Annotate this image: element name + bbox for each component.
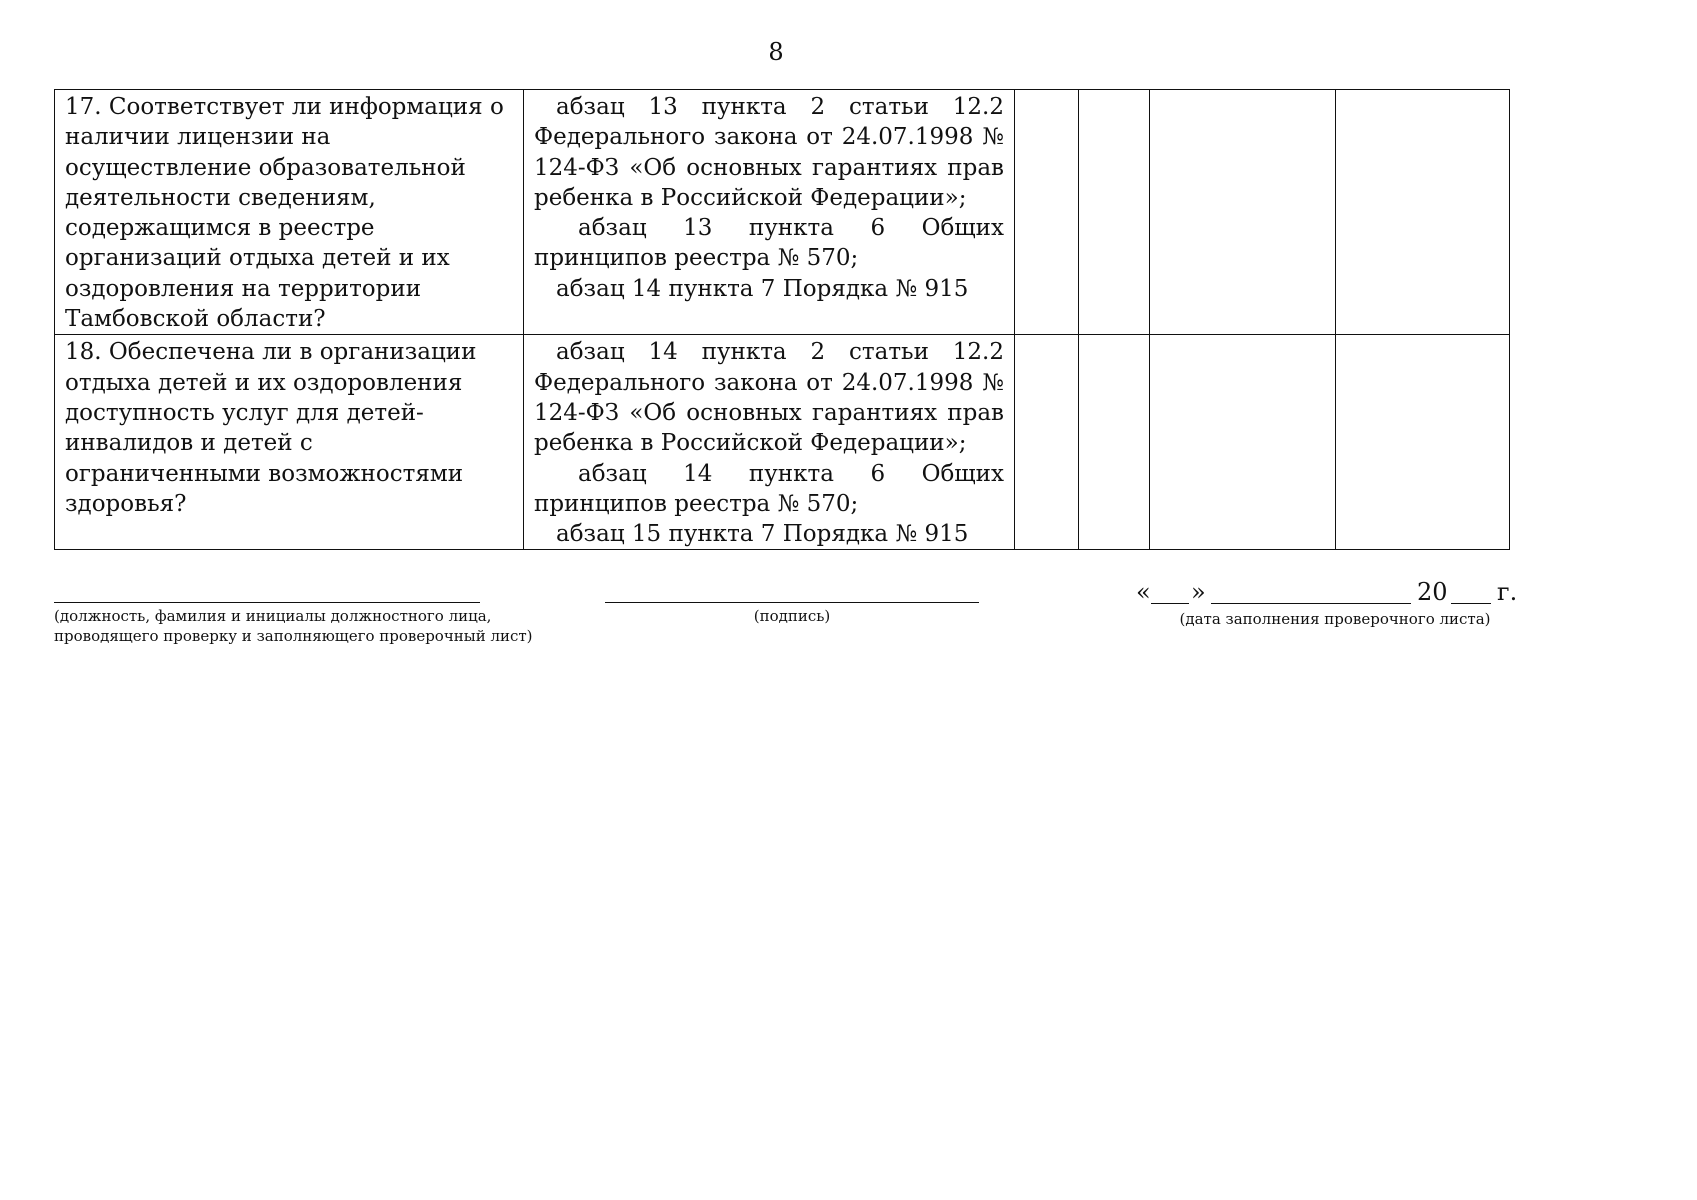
table-row (55, 90, 1510, 335)
date-year-suffix: г. (1497, 578, 1518, 606)
reference-paragraph: абзац 13 пункта 6 Общих принципов реестра № 570; (534, 215, 1004, 272)
date-open-quote: « (1136, 578, 1151, 606)
official-caption-line: проводящего проверку и заполняющего проверочный лист) (54, 627, 533, 645)
question-cell: 18. Обеспечена ли в организации отдыха детей и их оздоровления доступность услуг для детей-инвалидов и детей с ограниченными возможностями здоровья? (55, 335, 524, 550)
checklist-table (54, 89, 1510, 550)
official-name-line[interactable] (54, 602, 480, 603)
answer-yes-cell[interactable] (1015, 335, 1079, 550)
signature-caption: (подпись) (753, 607, 831, 625)
not-applicable-cell[interactable] (1150, 335, 1336, 550)
answer-no-cell[interactable] (1079, 335, 1150, 550)
note-cell[interactable] (1336, 90, 1510, 335)
answer-no-cell[interactable] (1079, 90, 1150, 335)
official-caption-line: (должность, фамилия и инициалы должностного лица, (54, 607, 492, 625)
reference-paragraph: абзац 14 пункта 2 статьи 12.2 Федерального закона от 24.07.1998 № 124-ФЗ «Об основных гарантиях прав ребенка в Российской Федерации»; (534, 339, 1004, 457)
date-caption: (дата заполнения проверочного листа) (1179, 610, 1491, 628)
official-caption (54, 606, 574, 646)
answer-yes-cell[interactable] (1015, 90, 1079, 335)
reference-paragraph: абзац 13 пункта 2 статьи 12.2 Федерального закона от 24.07.1998 № 124-ФЗ «Об основных гарантиях прав ребенка в Российской Федерации»; (534, 94, 1004, 211)
legal-reference-cell (524, 90, 1015, 335)
page-number: 8 (768, 38, 784, 66)
question-cell: 17. Соответствует ли информация о наличии лицензии на осуществление образовательной деятельности сведениям, содержащимся в реестре организаций отдыха детей и их оздоровления на территории Тамбовской области? (55, 90, 524, 335)
note-cell[interactable] (1336, 335, 1510, 550)
date-close-quote: » (1191, 578, 1206, 606)
date-month-line[interactable] (1211, 603, 1411, 604)
signature-line[interactable] (605, 602, 979, 603)
legal-reference-cell (524, 335, 1015, 550)
reference-paragraph: абзац 14 пункта 6 Общих принципов реестра № 570; (534, 460, 1004, 517)
date-year-line[interactable] (1451, 603, 1491, 604)
date-year-prefix: 20 (1417, 578, 1448, 606)
table-row (55, 335, 1510, 550)
not-applicable-cell[interactable] (1150, 90, 1336, 335)
reference-paragraph: абзац 15 пункта 7 Порядка № 915 (556, 521, 969, 548)
reference-paragraph: абзац 14 пункта 7 Порядка № 915 (556, 275, 969, 302)
date-day-line[interactable] (1151, 603, 1189, 604)
